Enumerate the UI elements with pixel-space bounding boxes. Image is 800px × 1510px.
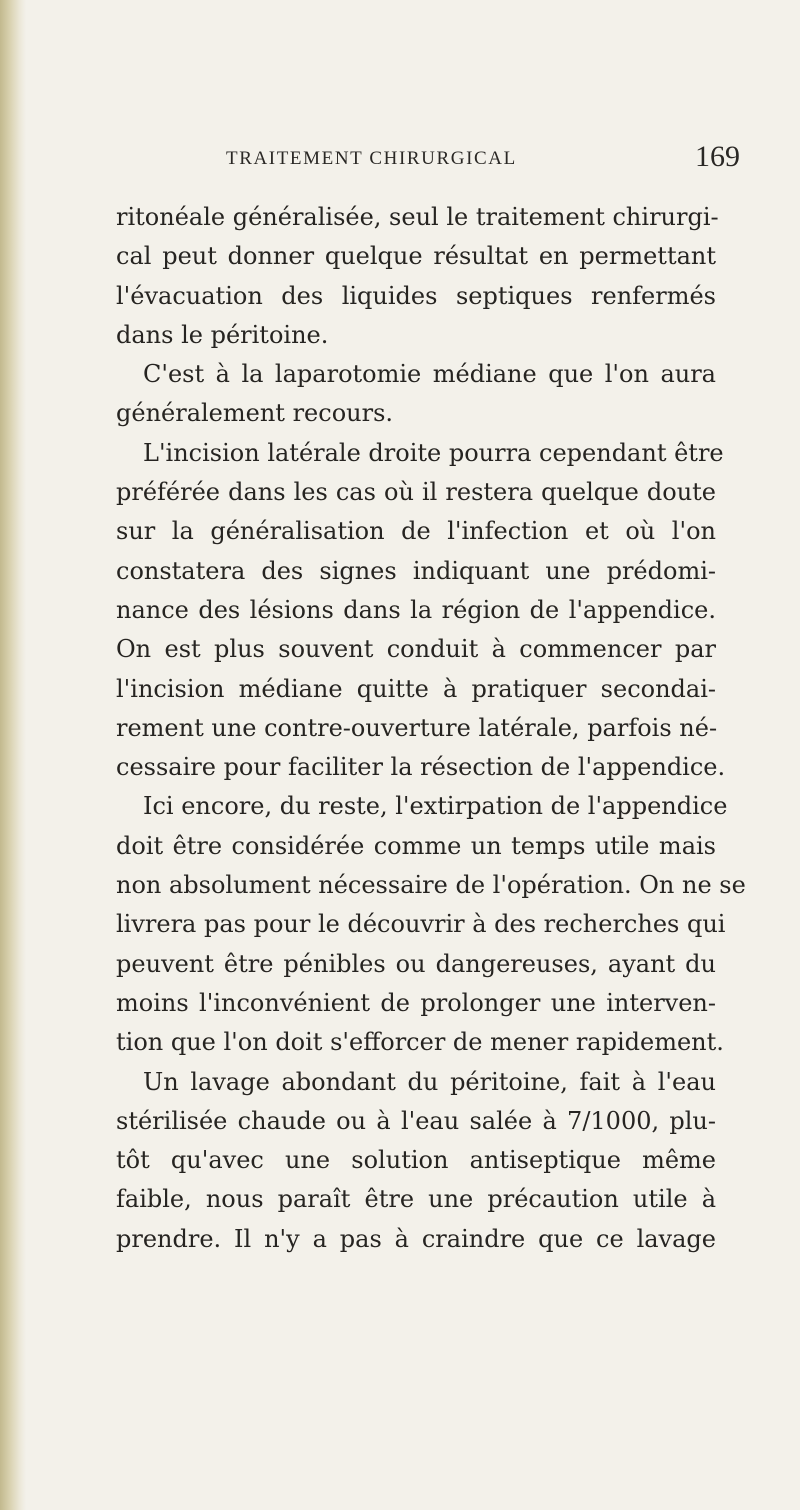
text-line: l'incision médiane quitte à pratiquer secondai- [116, 674, 716, 703]
text-line: Un lavage abondant du péritoine, fait à l'eau [143, 1067, 716, 1096]
text-line: préférée dans les cas où il restera quelque doute [116, 478, 716, 507]
text-line: l'évacuation des liquides septiques renfermés [116, 281, 716, 310]
body-text [116, 198, 746, 1259]
text-line: généralement recours. [116, 399, 394, 428]
text-line: sur la généralisation de l'infection et où l'on [116, 517, 716, 546]
text-line: ritonéale généralisée, seul le traitement chirurgi- [116, 203, 719, 231]
text-line: nance des lésions dans la région de l'appendice. [116, 595, 716, 624]
page-binding-edge [0, 0, 26, 1510]
text-line: peuvent être pénibles ou dangereuses, ayant du [116, 949, 716, 978]
text-line: cessaire pour faciliter la résection de l'appendice. [116, 753, 726, 782]
text-line: C'est à la laparotomie médiane que l'on aura [143, 360, 716, 389]
text-line: prendre. Il n'y a pas à craindre que ce lavage [116, 1224, 716, 1253]
running-title: TRAITEMENT CHIRURGICAL [226, 148, 517, 169]
text-line: tôt qu'avec une solution antiseptique même [116, 1146, 716, 1175]
page-number: 169 [695, 140, 740, 173]
text-line: rement une contre-ouverture latérale, parfois né- [116, 713, 718, 742]
text-line: dans le péritoine. [116, 320, 329, 349]
text-line: Ici encore, du reste, l'extirpation de l'appendice [143, 792, 728, 821]
text-line: non absolument nécessaire de l'opération. On ne se [116, 871, 746, 900]
text-line: cal peut donner quelque résultat en permettant [116, 242, 716, 271]
text-line: stérilisée chaude ou à l'eau salée à 7/1000, plu- [116, 1106, 716, 1135]
text-line: faible, nous paraît être une précaution utile à [116, 1185, 716, 1214]
text-line: doit être considérée comme un temps utile mais [116, 831, 716, 860]
text-line: tion que l'on doit s'efforcer de mener rapidement. [116, 1028, 724, 1057]
text-line: constatera des signes indiquant une prédomi- [116, 556, 716, 585]
page-header [200, 140, 740, 184]
text-line: On est plus souvent conduit à commencer par [116, 635, 716, 664]
text-line: L'incision latérale droite pourra cependant être [143, 438, 724, 467]
text-line: livrera pas pour le découvrir à des recherches qui [116, 910, 726, 939]
text-line: moins l'inconvénient de prolonger une interven- [116, 988, 716, 1017]
